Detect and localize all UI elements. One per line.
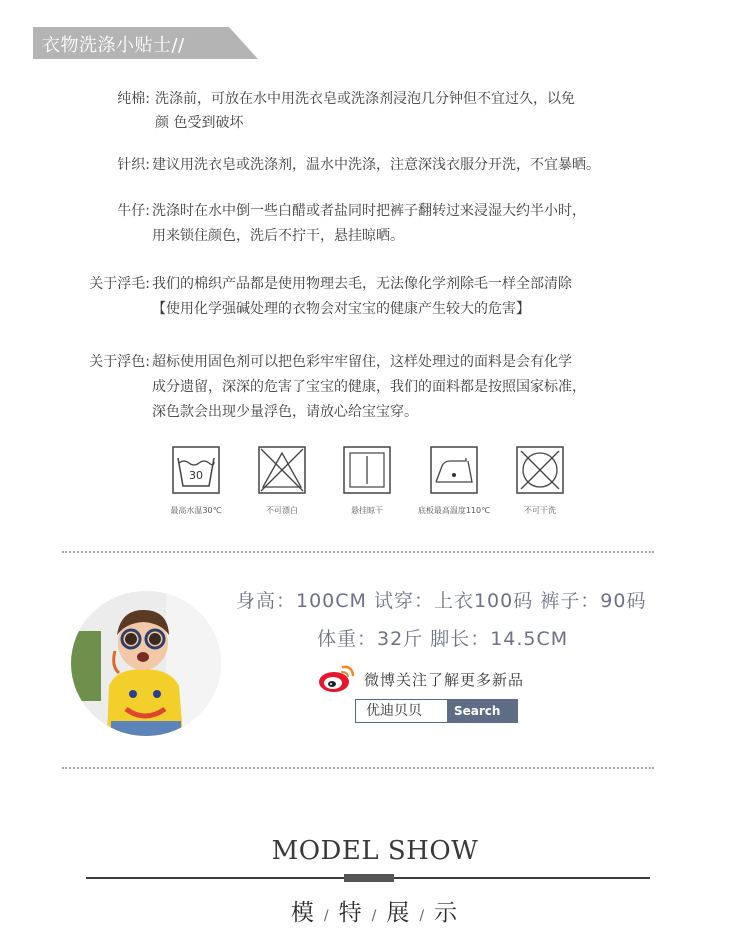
subtitle-separator: /: [323, 908, 331, 924]
search-icon: [457, 724, 469, 748]
model-weight-info: 体重：32斤 脚长：14.5CM: [317, 628, 569, 650]
model-show-subtitle: [0, 894, 750, 927]
subtitle-separator: /: [371, 908, 379, 924]
hang-dry-icon: [343, 446, 391, 494]
subtitle-char: 模: [290, 900, 316, 926]
model-show-title: MODEL SHOW: [271, 836, 479, 866]
care-label: 纯棉:: [117, 91, 150, 107]
icon-caption: 最高水温30℃: [170, 506, 222, 515]
weibo-search-button[interactable]: [447, 699, 518, 723]
care-label: 关于浮色:: [89, 354, 150, 370]
wash-temp-number: 30: [189, 469, 203, 482]
care-text: 【使用化学强碱处理的衣物会对宝宝的健康产生较大的危害】: [152, 301, 530, 317]
weibo-icon[interactable]: [318, 663, 356, 693]
care-text: 颜 色受到破坏: [155, 115, 244, 131]
weibo-follow-text: 微博关注了解更多新品: [364, 671, 525, 689]
no-dryclean-icon: [516, 446, 564, 494]
care-label: 牛仔:: [117, 203, 150, 219]
care-text: 建议用洗衣皂或洗涤剂，温水中洗涤，注意深浅衣服分开洗，不宜暴晒。: [152, 157, 600, 173]
care-text: 洗涤时在水中倒一些白醋或者盐同时把裤子翻转过来浸湿大约半小时，: [152, 203, 586, 219]
care-text: 用来锁住颜色，洗后不拧干，悬挂晾晒。: [152, 228, 404, 244]
weibo-search-input[interactable]: 优迪贝贝: [355, 699, 447, 723]
iron-low-icon: [430, 446, 478, 494]
icon-caption: 不可干洗: [524, 506, 556, 515]
model-show-accent-bar: [344, 874, 394, 882]
subtitle-separator: /: [419, 908, 427, 924]
icon-caption: 底板最高温度110℃: [417, 506, 491, 515]
search-button-label: Search: [454, 704, 501, 718]
model-avatar: [71, 591, 221, 736]
care-label: 针织:: [117, 157, 150, 173]
subtitle-char: 展: [386, 900, 412, 926]
care-text: 超标使用固色剂可以把色彩牢牢留住，这样处理过的面料是会有化学: [152, 354, 572, 370]
care-text: 成分遗留，深深的危害了宝宝的健康，我们的面料都是按照国家标准，: [152, 379, 586, 395]
subtitle-char: 特: [338, 900, 364, 926]
dotted-divider: [62, 551, 654, 553]
wash-30-icon: [172, 446, 220, 494]
dotted-divider: [62, 767, 654, 769]
care-text: 洗涤前，可放在水中用洗衣皂或洗涤剂浸泡几分钟但不宜过久，以免: [155, 91, 575, 107]
subtitle-char: 示: [434, 900, 460, 926]
section-title: 衣物洗涤小贴士//: [42, 35, 185, 56]
icon-caption: 不可漂白: [266, 506, 298, 515]
model-size-info: 身高：100CM 试穿：上衣100码 裤子：90码: [236, 590, 647, 612]
care-label: 关于浮毛:: [89, 276, 150, 292]
care-text: 我们的棉织产品都是使用物理去毛，无法像化学剂除毛一样全部清除: [152, 276, 572, 292]
care-text: 深色款会出现少量浮色，请放心给宝宝穿。: [152, 404, 418, 420]
icon-caption: 悬挂晾干: [351, 506, 383, 515]
no-bleach-icon: [258, 446, 306, 494]
